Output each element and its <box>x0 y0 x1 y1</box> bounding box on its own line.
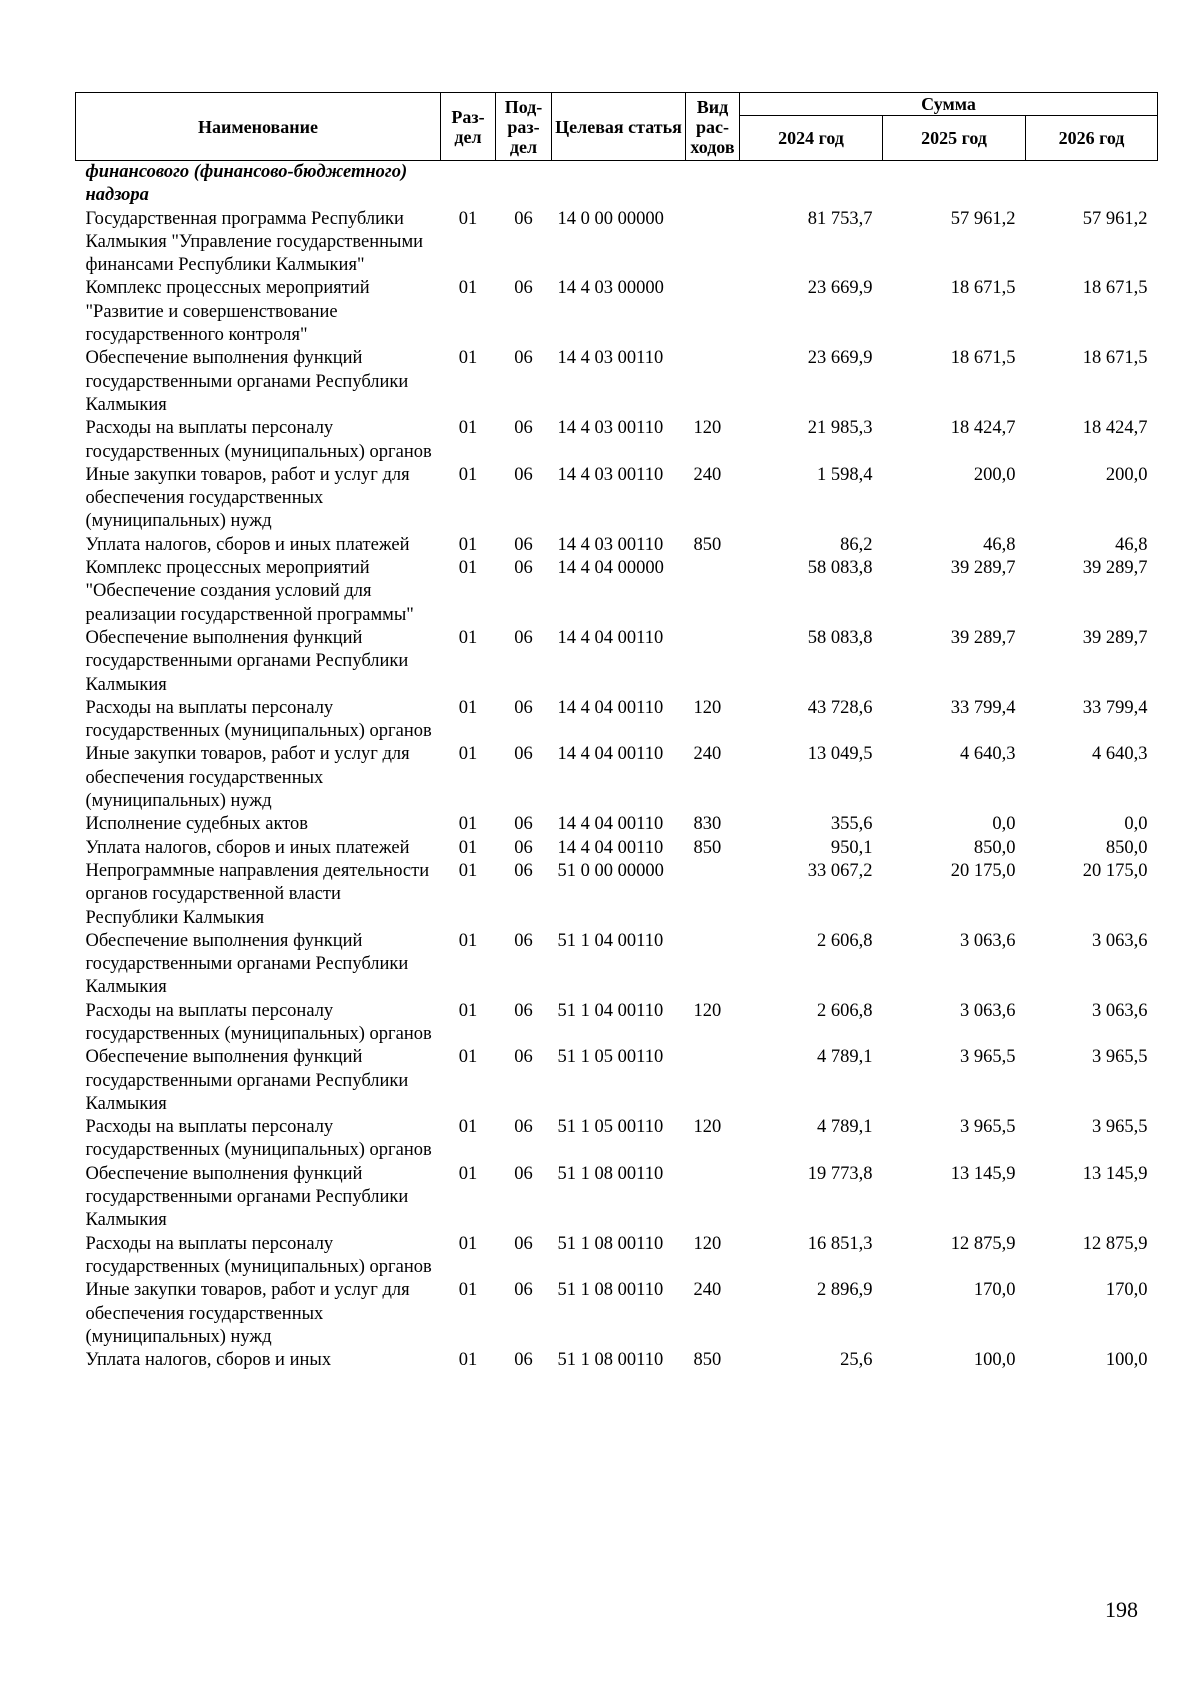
row-razdel: 01 <box>458 534 478 555</box>
row-amount-2026: 3 063,6 <box>1092 930 1148 951</box>
row-podrazdel: 06 <box>514 930 533 951</box>
table-row <box>76 1233 1158 1280</box>
row-vid-rashodov <box>686 860 740 930</box>
row-amount-2024: 23 669,9 <box>807 278 873 299</box>
row-razdel: 01 <box>458 1350 478 1371</box>
row-amount-2025: 46,8 <box>983 534 1016 555</box>
row-razdel: 01 <box>458 1163 478 1184</box>
row-amount-2025: 18 671,5 <box>950 348 1016 369</box>
row-name: Расходы на выплаты персоналу государственных (муниципальных) органов <box>85 1117 432 1161</box>
row-vid-rashodov: 120 <box>693 1000 722 1021</box>
row-celevaya-statya: 51 1 08 00110 <box>557 1350 664 1371</box>
row-name: Уплата налогов, сборов и иных платежей <box>85 534 410 555</box>
row-amount-2024: 86,2 <box>840 534 873 555</box>
row-amount-2024: 2 606,8 <box>817 930 873 951</box>
row-amount-2025: 200,0 <box>973 464 1016 485</box>
row-razdel: 01 <box>458 930 478 951</box>
table-row <box>76 930 1158 1000</box>
row-amount-2024: 2 606,8 <box>817 1000 873 1021</box>
table-row <box>76 1000 1158 1047</box>
row-podrazdel: 06 <box>514 1117 533 1138</box>
row-amount-2025: 0,0 <box>992 814 1016 835</box>
row-celevaya-statya: 14 4 04 00110 <box>557 744 664 765</box>
row-amount-2025: 18 671,5 <box>950 278 1016 299</box>
row-amount-2025: 57 961,2 <box>950 208 1016 229</box>
row-amount-2026: 850,0 <box>1105 837 1148 858</box>
table-row <box>76 557 1158 627</box>
row-razdel: 01 <box>458 1047 478 1068</box>
row-amount-2026: 12 875,9 <box>1082 1233 1148 1254</box>
header-year-2025: 2025 год <box>883 116 1026 161</box>
row-name: Обеспечение выполнения функций государственными органами Республики Калмыкия <box>85 930 409 998</box>
row-amount-2026: 4 640,3 <box>1092 744 1148 765</box>
table-row <box>76 417 1158 464</box>
table-header <box>76 93 1158 161</box>
row-amount-2025: 3 063,6 <box>960 1000 1016 1021</box>
table-row <box>76 627 1158 697</box>
row-podrazdel: 06 <box>514 348 533 369</box>
row-amount-2024: 58 083,8 <box>807 558 873 579</box>
row-amount-2026: 3 965,5 <box>1092 1117 1148 1138</box>
row-amount-2026: 33 799,4 <box>1082 697 1148 718</box>
row-celevaya-statya: 51 1 05 00110 <box>557 1047 664 1068</box>
row-podrazdel: 06 <box>514 558 533 579</box>
table-row <box>76 860 1158 930</box>
table-row <box>76 743 1158 813</box>
row-vid-rashodov: 240 <box>693 1280 722 1301</box>
table-row <box>76 1046 1158 1116</box>
row-celevaya-statya: 14 4 03 00110 <box>557 418 664 439</box>
row-name: Расходы на выплаты персоналу государственных (муниципальных) органов <box>85 1233 432 1277</box>
row-amount-2025: 18 424,7 <box>950 418 1016 439</box>
row-podrazdel: 06 <box>514 1163 533 1184</box>
row-podrazdel: 06 <box>514 814 533 835</box>
row-name: Исполнение судебных актов <box>85 814 309 835</box>
row-amount-2025: 13 145,9 <box>950 1163 1016 1184</box>
row-celevaya-statya: 51 0 00 00000 <box>557 860 664 881</box>
table-row <box>76 1279 1158 1349</box>
row-amount-2024: 21 985,3 <box>807 418 873 439</box>
row-celevaya-statya: 51 1 04 00110 <box>557 1000 664 1021</box>
row-amount-2024: 23 669,9 <box>807 348 873 369</box>
row-amount-2026: 20 175,0 <box>1082 860 1148 881</box>
header-vid-rashodov: Вид рас- ходов <box>686 93 740 161</box>
row-celevaya-statya: 14 4 04 00110 <box>557 627 664 648</box>
header-celevaya-statya: Целевая статья <box>552 93 686 161</box>
row-razdel: 01 <box>458 814 478 835</box>
row-amount-2024: 33 067,2 <box>807 860 873 881</box>
row-celevaya-statya: 51 1 08 00110 <box>557 1163 664 1184</box>
row-celevaya-statya: 14 4 03 00000 <box>557 278 664 299</box>
header-year-2026: 2026 год <box>1026 116 1158 161</box>
row-vid-rashodov <box>686 277 740 347</box>
row-razdel: 01 <box>458 1117 478 1138</box>
row-amount-2024: 13 049,5 <box>807 744 873 765</box>
row-name: Непрограммные направления деятельности органов государственной власти Республики Калмыкия <box>85 860 430 928</box>
header-podrazdel: Под- раз- дел <box>496 93 552 161</box>
row-amount-2026: 39 289,7 <box>1082 627 1148 648</box>
row-razdel: 01 <box>458 627 478 648</box>
row-amount-2026: 39 289,7 <box>1082 558 1148 579</box>
row-amount-2024: 4 789,1 <box>817 1117 873 1138</box>
table-row <box>76 534 1158 557</box>
row-amount-2026: 0,0 <box>1124 814 1148 835</box>
table-row <box>76 1163 1158 1233</box>
row-amount-2026: 57 961,2 <box>1082 208 1148 229</box>
row-name: Иные закупки товаров, работ и услуг для обеспечения государственных (муниципальных) нужд <box>85 464 410 532</box>
row-amount-2025: 850,0 <box>973 837 1016 858</box>
row-podrazdel: 06 <box>514 837 533 858</box>
header-name: Наименование <box>76 93 441 161</box>
row-celevaya-statya: 51 1 04 00110 <box>557 930 664 951</box>
row-podrazdel: 06 <box>514 697 533 718</box>
row-celevaya-statya: 14 4 03 00110 <box>557 348 664 369</box>
row-amount-2024: 950,1 <box>830 837 873 858</box>
row-name: Обеспечение выполнения функций государственными органами Республики Калмыкия <box>85 1163 409 1231</box>
row-celevaya-statya: 14 4 03 00110 <box>557 534 664 555</box>
row-amount-2026: 18 424,7 <box>1082 418 1148 439</box>
row-amount-2026: 18 671,5 <box>1082 348 1148 369</box>
row-amount-2024: 58 083,8 <box>807 627 873 648</box>
row-vid-rashodov: 120 <box>693 697 722 718</box>
row-podrazdel: 06 <box>514 860 533 881</box>
row-podrazdel: 06 <box>514 464 533 485</box>
row-vid-rashodov: 850 <box>693 837 722 858</box>
table-row <box>76 697 1158 744</box>
row-razdel: 01 <box>458 558 478 579</box>
row-amount-2026: 3 063,6 <box>1092 1000 1148 1021</box>
row-name: Обеспечение выполнения функций государственными органами Республики Калмыкия <box>85 348 409 415</box>
row-amount-2025: 170,0 <box>973 1280 1016 1301</box>
row-razdel: 01 <box>458 837 478 858</box>
row-amount-2026: 18 671,5 <box>1082 278 1148 299</box>
row-celevaya-statya: 14 4 03 00110 <box>557 464 664 485</box>
row-name: Иные закупки товаров, работ и услуг для обеспечения государственных (муниципальных) нужд <box>85 744 410 812</box>
row-name: Комплекс процессных мероприятий "Развитие и совершенствование государственного контроля" <box>85 278 370 346</box>
row-celevaya-statya: 51 1 08 00110 <box>557 1233 664 1254</box>
row-amount-2025: 12 875,9 <box>950 1233 1016 1254</box>
row-amount-2025: 33 799,4 <box>950 697 1016 718</box>
row-vid-rashodov <box>686 1163 740 1233</box>
row-vid-rashodov: 120 <box>693 1117 722 1138</box>
row-razdel: 01 <box>458 278 478 299</box>
row-podrazdel: 06 <box>514 534 533 555</box>
row-name: Иные закупки товаров, работ и услуг для обеспечения государственных (муниципальных) нужд <box>85 1280 410 1347</box>
row-amount-2024: 25,6 <box>840 1350 873 1371</box>
page-number: 198 <box>1105 1597 1138 1622</box>
row-amount-2025: 3 965,5 <box>960 1047 1016 1068</box>
row-razdel: 01 <box>458 418 478 439</box>
row-amount-2026: 46,8 <box>1115 534 1148 555</box>
table-row <box>76 464 1158 534</box>
row-vid-rashodov: 120 <box>693 418 722 439</box>
row-vid-rashodov <box>686 347 740 417</box>
row-celevaya-statya: 14 4 04 00000 <box>557 558 664 579</box>
row-vid-rashodov <box>686 930 740 1000</box>
budget-table <box>75 92 1158 1372</box>
row-podrazdel: 06 <box>514 627 533 648</box>
row-celevaya-statya: 14 4 04 00110 <box>557 697 664 718</box>
row-name: Обеспечение выполнения функций государственными органами Республики Калмыкия <box>85 1047 409 1114</box>
row-vid-rashodov: 850 <box>693 1350 722 1371</box>
row-amount-2025: 3 063,6 <box>960 930 1016 951</box>
row-podrazdel: 06 <box>514 1350 533 1371</box>
row-celevaya-statya: 14 4 04 00110 <box>557 814 664 835</box>
row-amount-2026: 200,0 <box>1105 464 1148 485</box>
row-razdel: 01 <box>458 860 478 881</box>
row-vid-rashodov <box>686 1046 740 1116</box>
row-amount-2025: 39 289,7 <box>950 627 1016 648</box>
row-celevaya-statya: 14 0 00 00000 <box>557 208 664 229</box>
row-amount-2024: 16 851,3 <box>807 1233 873 1254</box>
row-amount-2024: 2 896,9 <box>817 1280 873 1301</box>
row-amount-2025: 100,0 <box>973 1350 1016 1371</box>
row-razdel: 01 <box>458 208 478 229</box>
row-name: Комплекс процессных мероприятий "Обеспечение создания условий для реализации государственной программы" <box>85 558 414 625</box>
row-razdel: 01 <box>458 348 478 369</box>
table-row <box>76 347 1158 417</box>
row-vid-rashodov <box>686 208 740 278</box>
row-razdel: 01 <box>458 1000 478 1021</box>
row-amount-2025: 3 965,5 <box>960 1117 1016 1138</box>
row-celevaya-statya: 51 1 08 00110 <box>557 1280 664 1301</box>
header-summa: Сумма <box>740 93 1158 116</box>
table-row <box>76 813 1158 836</box>
row-vid-rashodov: 120 <box>693 1233 722 1254</box>
table-row <box>76 208 1158 278</box>
row-razdel: 01 <box>458 1233 478 1254</box>
row-vid-rashodov <box>686 557 740 627</box>
table-row <box>76 277 1158 347</box>
row-vid-rashodov <box>686 627 740 697</box>
row-name: Расходы на выплаты персоналу государственных (муниципальных) органов <box>85 1000 432 1044</box>
row-podrazdel: 06 <box>514 278 533 299</box>
row-amount-2024: 4 789,1 <box>817 1047 873 1068</box>
row-amount-2024: 43 728,6 <box>807 697 873 718</box>
row-podrazdel: 06 <box>514 1047 533 1068</box>
row-celevaya-statya: 51 1 05 00110 <box>557 1117 664 1138</box>
row-celevaya-statya: 14 4 04 00110 <box>557 837 664 858</box>
header-razdel: Раз- дел <box>441 93 496 161</box>
row-podrazdel: 06 <box>514 1280 533 1301</box>
row-name: Расходы на выплаты персоналу государственных (муниципальных) органов <box>85 418 432 462</box>
row-name: Уплата налогов, сборов и иных <box>85 1350 332 1371</box>
header-year-2024: 2024 год <box>740 116 883 161</box>
row-amount-2025: 20 175,0 <box>950 860 1016 881</box>
row-amount-2024: 1 598,4 <box>817 464 873 485</box>
row-amount-2026: 170,0 <box>1105 1280 1148 1301</box>
table-body <box>76 161 1158 1373</box>
row-amount-2026: 3 965,5 <box>1092 1047 1148 1068</box>
row-razdel: 01 <box>458 464 478 485</box>
table-row <box>76 1349 1158 1372</box>
row-vid-rashodov: 240 <box>693 744 722 765</box>
row-podrazdel: 06 <box>514 1233 533 1254</box>
row-podrazdel: 06 <box>514 744 533 765</box>
row-razdel: 01 <box>458 744 478 765</box>
row-amount-2024: 355,6 <box>830 814 873 835</box>
table-row <box>76 837 1158 860</box>
row-name: Обеспечение выполнения функций государственными органами Республики Калмыкия <box>85 627 409 695</box>
row-vid-rashodov: 830 <box>693 814 722 835</box>
row-amount-2025: 4 640,3 <box>960 744 1016 765</box>
row-amount-2026: 13 145,9 <box>1082 1163 1148 1184</box>
row-podrazdel: 06 <box>514 418 533 439</box>
table-row <box>76 1116 1158 1163</box>
row-razdel: 01 <box>458 1280 478 1301</box>
row-name: Уплата налогов, сборов и иных платежей <box>85 837 410 858</box>
row-amount-2024: 81 753,7 <box>807 208 873 229</box>
row-amount-2026: 100,0 <box>1105 1350 1148 1371</box>
row-amount-2024: 19 773,8 <box>807 1163 873 1184</box>
row-razdel: 01 <box>458 697 478 718</box>
row-amount-2025: 39 289,7 <box>950 558 1016 579</box>
row-podrazdel: 06 <box>514 208 533 229</box>
row-name: Государственная программа Республики Калмыкия "Управление государственными финансами Республики Калмыкия" <box>85 208 424 276</box>
row-vid-rashodov: 850 <box>693 534 722 555</box>
row-vid-rashodov: 240 <box>693 464 722 485</box>
document-page <box>75 92 1157 1372</box>
row-podrazdel: 06 <box>514 1000 533 1021</box>
continuation-row <box>76 161 1158 208</box>
row-name: Расходы на выплаты персоналу государственных (муниципальных) органов <box>85 697 432 742</box>
continuation-text: финансового (финансово-бюджетного) надзора <box>85 162 408 206</box>
